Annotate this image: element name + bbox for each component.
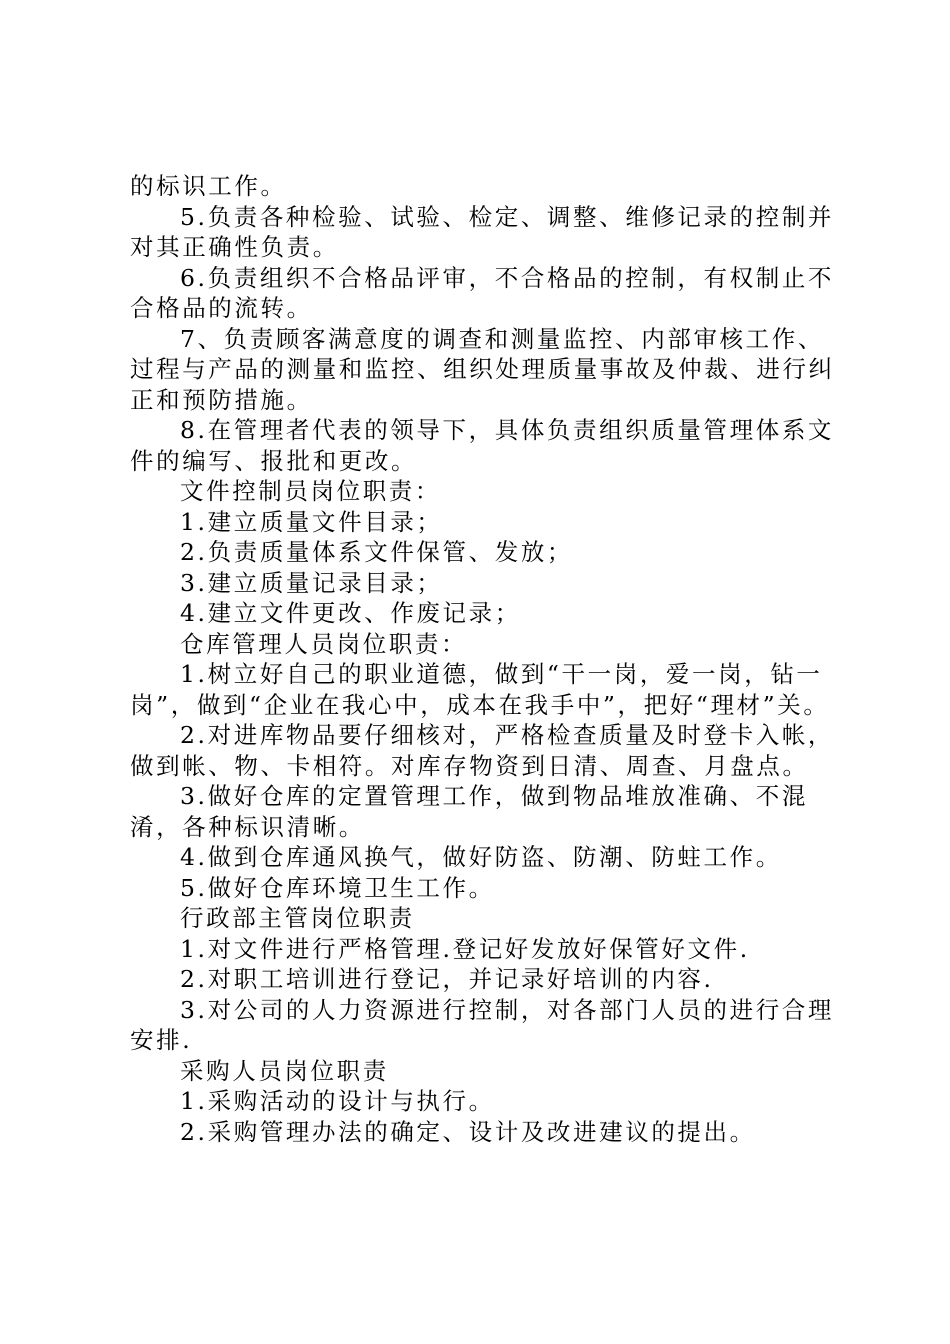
paragraph-8: 3.建立质量记录目录； bbox=[180, 568, 443, 597]
paragraph-12: 2.对进库物品要仔细核对，严格检查质量及时登卡入帐，做到帐、物、卡相符。对库存物资到日清、周查、月盘点。 bbox=[130, 721, 835, 780]
section-heading-warehouse: 仓库管理人员岗位职责： bbox=[180, 629, 468, 658]
paragraph-15: 5.做好仓库环境卫生工作。 bbox=[180, 873, 495, 902]
paragraph-19: 3.对公司的人力资源进行控制，对各部门人员的进行合理安排. bbox=[130, 995, 835, 1054]
paragraph-2: 6.负责组织不合格品评审，不合格品的控制，有权制止不合格品的流转。 bbox=[130, 263, 835, 322]
paragraph-11: 1.树立好自己的职业道德，做到“干一岗，爱一岗，钻一岗”，做到“企业在我心中，成本在我手中”，把好“理材”关。 bbox=[130, 660, 830, 719]
document-body bbox=[130, 171, 842, 1147]
paragraph-7: 2.负责质量体系文件保管、发放； bbox=[180, 538, 574, 566]
paragraph-21: 1.采购活动的设计与执行。 bbox=[180, 1087, 495, 1115]
paragraph-0: 的标识工作。 bbox=[130, 172, 287, 200]
paragraph-18: 2.对职工培训进行登记，并记录好培训的内容. bbox=[180, 965, 714, 993]
paragraph-17: 1.对文件进行严格管理.登记好发放好保管好文件. bbox=[180, 934, 750, 963]
paragraph-4: 8.在管理者代表的领导下，具体负责组织质量管理体系文件的编写、报批和更改。 bbox=[130, 416, 835, 475]
paragraph-3: 7、负责顾客满意度的调查和测量监控、内部审核工作、过程与产品的测量和监控、组织处理质量事故及仲裁、进行纠正和预防措施。 bbox=[130, 324, 835, 414]
paragraph-1: 5.负责各种检验、试验、检定、调整、维修记录的控制并对其正确性负责。 bbox=[130, 202, 835, 261]
section-heading-admin: 行政部主管岗位职责 bbox=[180, 904, 415, 932]
paragraph-6: 1.建立质量文件目录； bbox=[180, 507, 443, 536]
section-heading-purchasing: 采购人员岗位职责 bbox=[180, 1056, 389, 1085]
paragraph-22: 2.采购管理办法的确定、设计及改进建议的提出。 bbox=[180, 1117, 756, 1146]
paragraph-9: 4.建立文件更改、作废记录； bbox=[180, 599, 521, 627]
section-heading-document-controller: 文件控制员岗位职责： bbox=[180, 477, 441, 505]
paragraph-13: 3.做好仓库的定置管理工作，做到物品堆放准确、不混淆，各种标识清晰。 bbox=[130, 782, 808, 841]
paragraph-14: 4.做到仓库通风换气，做好防盗、防潮、防蛀工作。 bbox=[180, 843, 782, 871]
